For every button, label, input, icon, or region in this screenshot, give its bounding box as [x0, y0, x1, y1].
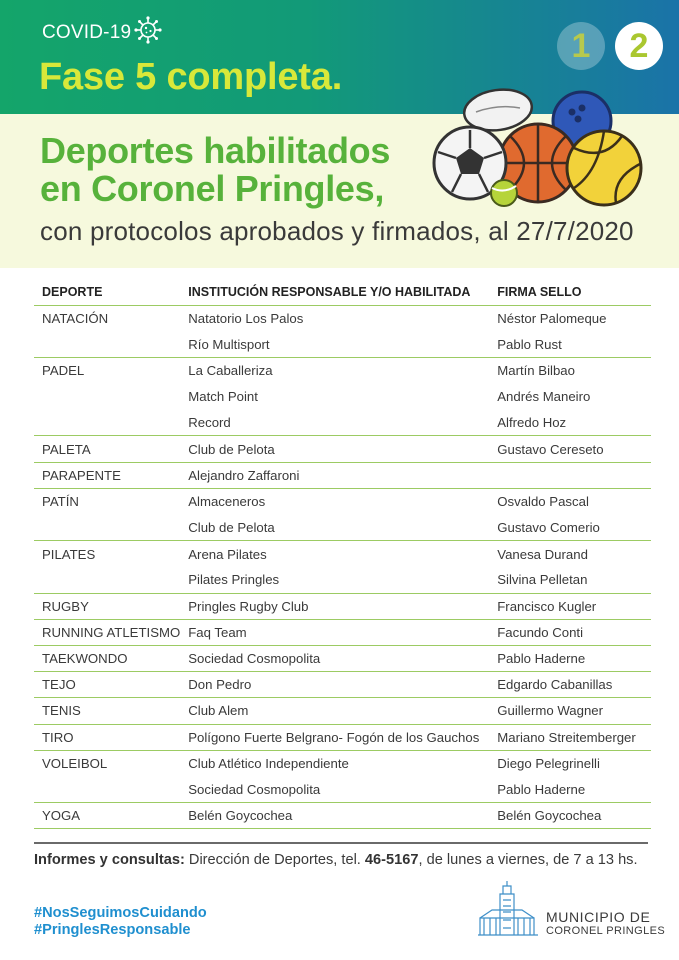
sport-cell: TIRO [34, 724, 180, 750]
hashtag-nos-seguimos-cuidando: #NosSeguimosCuidando [34, 905, 207, 921]
institution-cell: Record [180, 410, 489, 436]
table-row [34, 436, 651, 462]
table-row [34, 619, 651, 645]
headline-title-line2: en Coronel Pringles, [40, 168, 385, 209]
signature-cell: Belén Goycochea [489, 803, 651, 829]
municipality-line1: MUNICIPIO DE [546, 909, 651, 925]
signature-cell: Pablo Rust [489, 331, 651, 357]
sport-cell: RUGBY [34, 593, 180, 619]
signature-cell: Andrés Maneiro [497, 389, 591, 405]
institution-cell: Faq Team [180, 619, 489, 645]
sport-cell: NATACIÓN [42, 310, 109, 326]
column-header-signature: FIRMA SELLO [489, 279, 651, 305]
covid-label: COVID-19 [42, 22, 132, 43]
institution-cell: Sociedad Cosmopolita [180, 776, 489, 802]
table-row [34, 803, 651, 829]
sport-cell: TEJO [34, 672, 180, 698]
table-header-row [34, 279, 651, 305]
signature-cell: Alfredo Hoz [489, 410, 651, 436]
sport-cell: PARAPENTE [34, 462, 180, 488]
institution-cell: Don Pedro [180, 672, 489, 698]
signature-cell: Facundo Conti [489, 619, 651, 645]
table-row [34, 750, 651, 776]
table-row [34, 593, 651, 619]
sport-cell: TENIS [34, 698, 180, 724]
signature-cell: Pablo Haderne [489, 776, 651, 802]
institution-cell: La Caballeriza [188, 363, 273, 379]
signature-cell: Vanesa Durand [497, 546, 588, 562]
signature-cell: Diego Pelegrinelli [497, 756, 600, 772]
table-row [34, 672, 651, 698]
institution-cell: Club Alem [180, 698, 489, 724]
institution-cell: Alejandro Zaffaroni [180, 462, 489, 488]
municipality-line2: CORONEL PRINGLES [546, 925, 666, 937]
table-row [34, 462, 651, 488]
institution-cell: Belén Goycochea [180, 803, 489, 829]
sport-cell: YOGA [34, 803, 180, 829]
signature-cell: Martín Bilbao [497, 363, 575, 379]
institution-cell: Arena Pilates [188, 546, 267, 562]
table-row [34, 357, 651, 383]
sport-cell: PALETA [34, 436, 180, 462]
footer-divider [34, 842, 648, 844]
institution-cell: Sociedad Cosmopolita [180, 645, 489, 671]
signature-cell: Pablo Haderne [489, 645, 651, 671]
institution-cell: Club de Pelota [180, 436, 489, 462]
institution-cell: Polígono Fuerte Belgrano- Fogón de los Gauchos [180, 724, 489, 750]
headline-subtitle: con protocolos aprobados y firmados, al 27/7/2020 [40, 216, 634, 246]
sport-cell: TAEKWONDO [34, 645, 180, 671]
headline-title [40, 132, 390, 208]
municipality-name [546, 910, 665, 938]
table-row [34, 645, 651, 671]
hashtags [34, 905, 207, 939]
institution-cell: Club de Pelota [180, 515, 489, 541]
hashtag-pringles-responsable: #PringlesResponsable [34, 922, 191, 938]
institution-cell: Almaceneros [188, 494, 266, 510]
signature-cell: Francisco Kugler [489, 593, 651, 619]
column-header-institution: INSTITUCIÓN RESPONSABLE Y/O HABILITADA [180, 279, 489, 305]
sport-cell [34, 331, 180, 357]
table-row [34, 331, 651, 357]
sport-cell: PATÍN [42, 494, 79, 510]
institution-cell: Pringles Rugby Club [180, 593, 489, 619]
contact-info-label: Informes y consultas: [34, 852, 185, 868]
sport-cell [34, 776, 180, 802]
sport-cell [34, 410, 180, 436]
table-body [34, 305, 651, 829]
signature-cell: Guillermo Wagner [489, 698, 651, 724]
signature-cell: Gustavo Cereseto [489, 436, 651, 462]
table-row [34, 305, 651, 331]
sport-cell [34, 515, 180, 541]
sports-balls-illustration [426, 82, 656, 212]
virus-icon [134, 16, 162, 44]
table-row [34, 384, 651, 410]
institution-cell: Río Multisport [180, 331, 489, 357]
municipality-building-logo [472, 880, 542, 938]
signature-cell: Edgardo Cabanillas [489, 672, 651, 698]
institution-cell: Natatorio Los Palos [188, 310, 304, 326]
table-row [34, 776, 651, 802]
step-one-badge: 1 [557, 22, 605, 70]
signature-cell [489, 462, 651, 488]
signature-cell: Néstor Palomeque [497, 310, 607, 326]
contact-phone: 46-5167 [364, 852, 419, 868]
sport-cell: PILATES [42, 546, 96, 562]
table-row [34, 541, 651, 567]
column-header-sport: DEPORTE [34, 279, 180, 305]
sport-cell [34, 384, 180, 410]
sport-cell [34, 567, 180, 593]
signature-cell: Silvina Pelletan [489, 567, 651, 593]
sport-cell: RUNNING ATLETISMO [34, 619, 180, 645]
table-row [34, 488, 651, 514]
institution-cell: Match Point [188, 389, 258, 405]
sports-table [34, 279, 651, 829]
signature-cell: Osvaldo Pascal [497, 494, 589, 510]
table-row [34, 698, 651, 724]
contact-info-text-1: Dirección de Deportes, tel. [184, 852, 365, 868]
table-row [34, 515, 651, 541]
sport-cell: VOLEIBOL [42, 756, 108, 772]
table-row [34, 567, 651, 593]
table-row [34, 724, 651, 750]
institution-cell: Club Atlético Independiente [188, 756, 349, 772]
step-two-badge: 2 [615, 22, 663, 70]
signature-cell: Mariano Streitemberger [489, 724, 651, 750]
sport-cell: PADEL [42, 363, 85, 379]
contact-info-text-2: , de lunes a viernes, de 7 a 13 hs. [418, 852, 638, 868]
signature-cell: Gustavo Comerio [489, 515, 651, 541]
contact-info [34, 852, 638, 868]
phase-title: Fase 5 completa. [39, 56, 343, 98]
headline-title-line1: Deportes habilitados [40, 130, 391, 171]
table-row [34, 410, 651, 436]
institution-cell: Pilates Pringles [180, 567, 489, 593]
